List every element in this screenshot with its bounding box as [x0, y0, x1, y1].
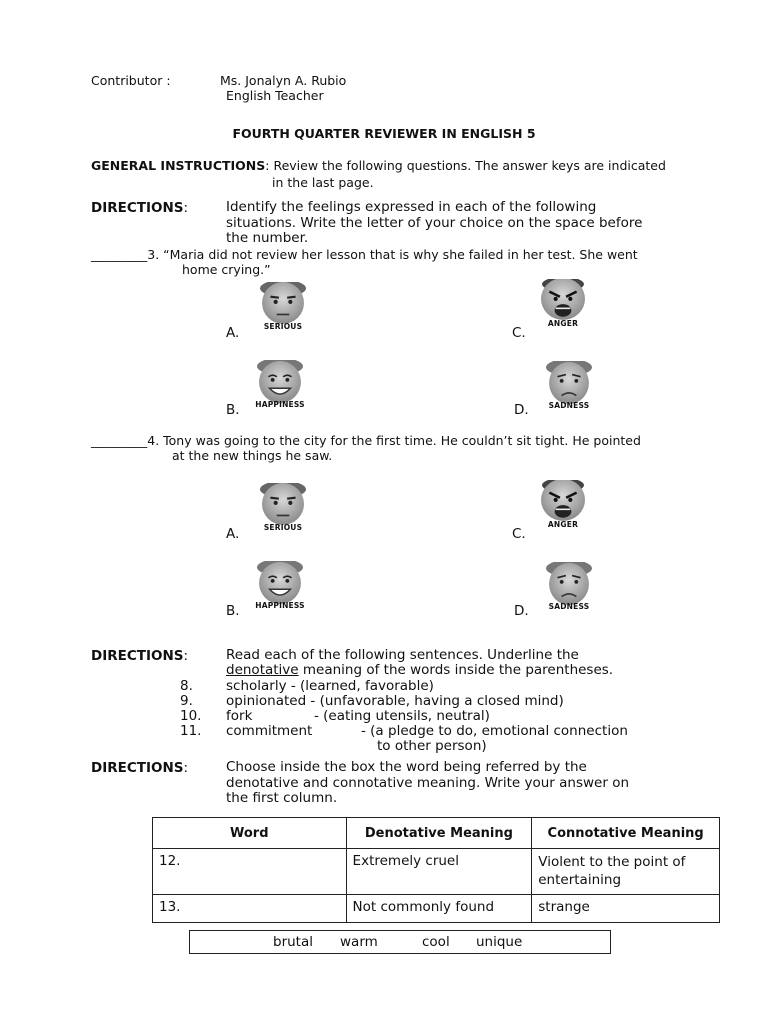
q3-option-a-letter[interactable]: A.: [226, 325, 240, 341]
item-9-text[interactable]: opinionated - (unfavorable, having a closed mind): [226, 693, 564, 709]
angry-face-icon: [528, 279, 598, 323]
happy-face-icon: [245, 360, 315, 404]
q4-option-d-label: SADNESS: [548, 602, 590, 611]
general-instructions: [91, 158, 666, 173]
item-10-meaning[interactable]: - (eating utensils, neutral): [314, 708, 490, 724]
q4-option-c-letter[interactable]: C.: [512, 526, 526, 542]
word-choice[interactable]: warm: [340, 934, 378, 950]
q3-option-a[interactable]: [248, 282, 328, 344]
general-instructions-cont: in the last page.: [272, 175, 374, 190]
contributor-label: Contributor :: [91, 73, 171, 88]
q4-option-c-label: ANGER: [547, 520, 579, 529]
connotative-cell: Violent to the point of entertaining: [532, 849, 720, 895]
q3-option-b-label: HAPPINESS: [255, 400, 305, 409]
word-meaning-table: [152, 817, 720, 923]
q4-option-a-letter[interactable]: A.: [226, 526, 240, 542]
table-row: [153, 849, 720, 895]
q3-option-c-label: ANGER: [547, 319, 579, 328]
answer-cell-12[interactable]: 12.: [153, 849, 347, 895]
word-choice[interactable]: cool: [422, 934, 450, 950]
directions-2-label: DIRECTIONS:: [91, 648, 189, 664]
serious-face-icon: [248, 483, 318, 527]
q4-option-a-label: SERIOUS: [263, 523, 303, 532]
item-10-num: 10.: [180, 708, 202, 724]
question-4: _________4. Tony was going to the city for the first time. He couldn’t sit tight. He pointed: [91, 433, 641, 448]
q4-option-b-letter[interactable]: B.: [226, 603, 240, 619]
question-3: _________3. “Maria did not review her lesson that is why she failed in her test. She went: [91, 247, 638, 262]
happy-face-icon: [245, 561, 315, 605]
contributor-role: English Teacher: [226, 88, 324, 103]
q3-option-a-label: SERIOUS: [263, 322, 303, 331]
question-4-cont: at the new things he saw.: [172, 448, 333, 463]
q3-option-d[interactable]: [534, 361, 614, 423]
directions-1-label: DIRECTIONS:: [91, 200, 189, 216]
q4-option-b[interactable]: [245, 561, 325, 623]
q3-option-b-letter[interactable]: B.: [226, 402, 240, 418]
header-connotative: Connotative Meaning: [532, 818, 720, 849]
serious-face-icon: [248, 282, 318, 326]
q3-option-c[interactable]: [528, 279, 608, 341]
answer-cell-13[interactable]: 13.: [153, 895, 347, 923]
q3-option-d-letter[interactable]: D.: [514, 402, 529, 418]
q3-option-b[interactable]: [245, 360, 325, 422]
table-row: [153, 895, 720, 923]
directions-1-text: Identify the feelings expressed in each of the following situations. Write the letter of your choice on the space before the number.: [226, 199, 643, 246]
header-denotative: Denotative Meaning: [346, 818, 532, 849]
directions-3-text: Choose inside the box the word being referred by the denotative and connotative meaning. Write your answer on the first column.: [226, 759, 630, 806]
general-instructions-text: : Review the following questions. The answer keys are indicated: [265, 158, 666, 173]
answer-blank-4[interactable]: _________: [91, 433, 148, 448]
item-8-num: 8.: [180, 678, 193, 694]
item-9-num: 9.: [180, 693, 193, 709]
word-choice[interactable]: brutal: [273, 934, 313, 950]
table-header-row: [153, 818, 720, 849]
general-instructions-label: GENERAL INSTRUCTIONS: [91, 158, 266, 173]
item-10-word[interactable]: fork: [226, 708, 253, 724]
q4-option-d-letter[interactable]: D.: [514, 603, 529, 619]
q4-option-c[interactable]: [528, 480, 608, 542]
word-choice[interactable]: unique: [476, 934, 523, 950]
word-choice-box: [189, 930, 611, 954]
item-11-word[interactable]: commitment: [226, 723, 313, 739]
denotative-underlined: denotative: [226, 662, 299, 678]
header-word: Word: [153, 818, 347, 849]
q4-option-d[interactable]: [534, 562, 614, 624]
sad-face-icon: [534, 562, 604, 606]
connotative-cell: strange: [532, 895, 720, 923]
contributor-name: Ms. Jonalyn A. Rubio: [220, 73, 347, 88]
page-title: FOURTH QUARTER REVIEWER IN ENGLISH 5: [232, 126, 536, 141]
item-8-text[interactable]: scholarly - (learned, favorable): [226, 678, 434, 694]
item-11-meaning[interactable]: - (a pledge to do, emotional connection: [361, 723, 628, 739]
answer-blank-3[interactable]: _________: [91, 247, 148, 262]
item-11-meaning-cont[interactable]: to other person): [377, 738, 487, 754]
denotative-cell: Extremely cruel: [346, 849, 532, 895]
q3-option-c-letter[interactable]: C.: [512, 325, 526, 341]
question-3-cont: home crying.”: [182, 262, 271, 277]
q4-option-b-label: HAPPINESS: [255, 601, 305, 610]
item-11-num: 11.: [180, 723, 202, 739]
denotative-cell: Not commonly found: [346, 895, 532, 923]
sad-face-icon: [534, 361, 604, 405]
q3-option-d-label: SADNESS: [548, 401, 590, 410]
q4-option-a[interactable]: [248, 483, 328, 545]
directions-2-text: Read each of the following sentences. Underline the denotative meaning of the words inside the parentheses.: [226, 647, 614, 678]
angry-face-icon: [528, 480, 598, 524]
directions-3-label: DIRECTIONS:: [91, 760, 189, 776]
